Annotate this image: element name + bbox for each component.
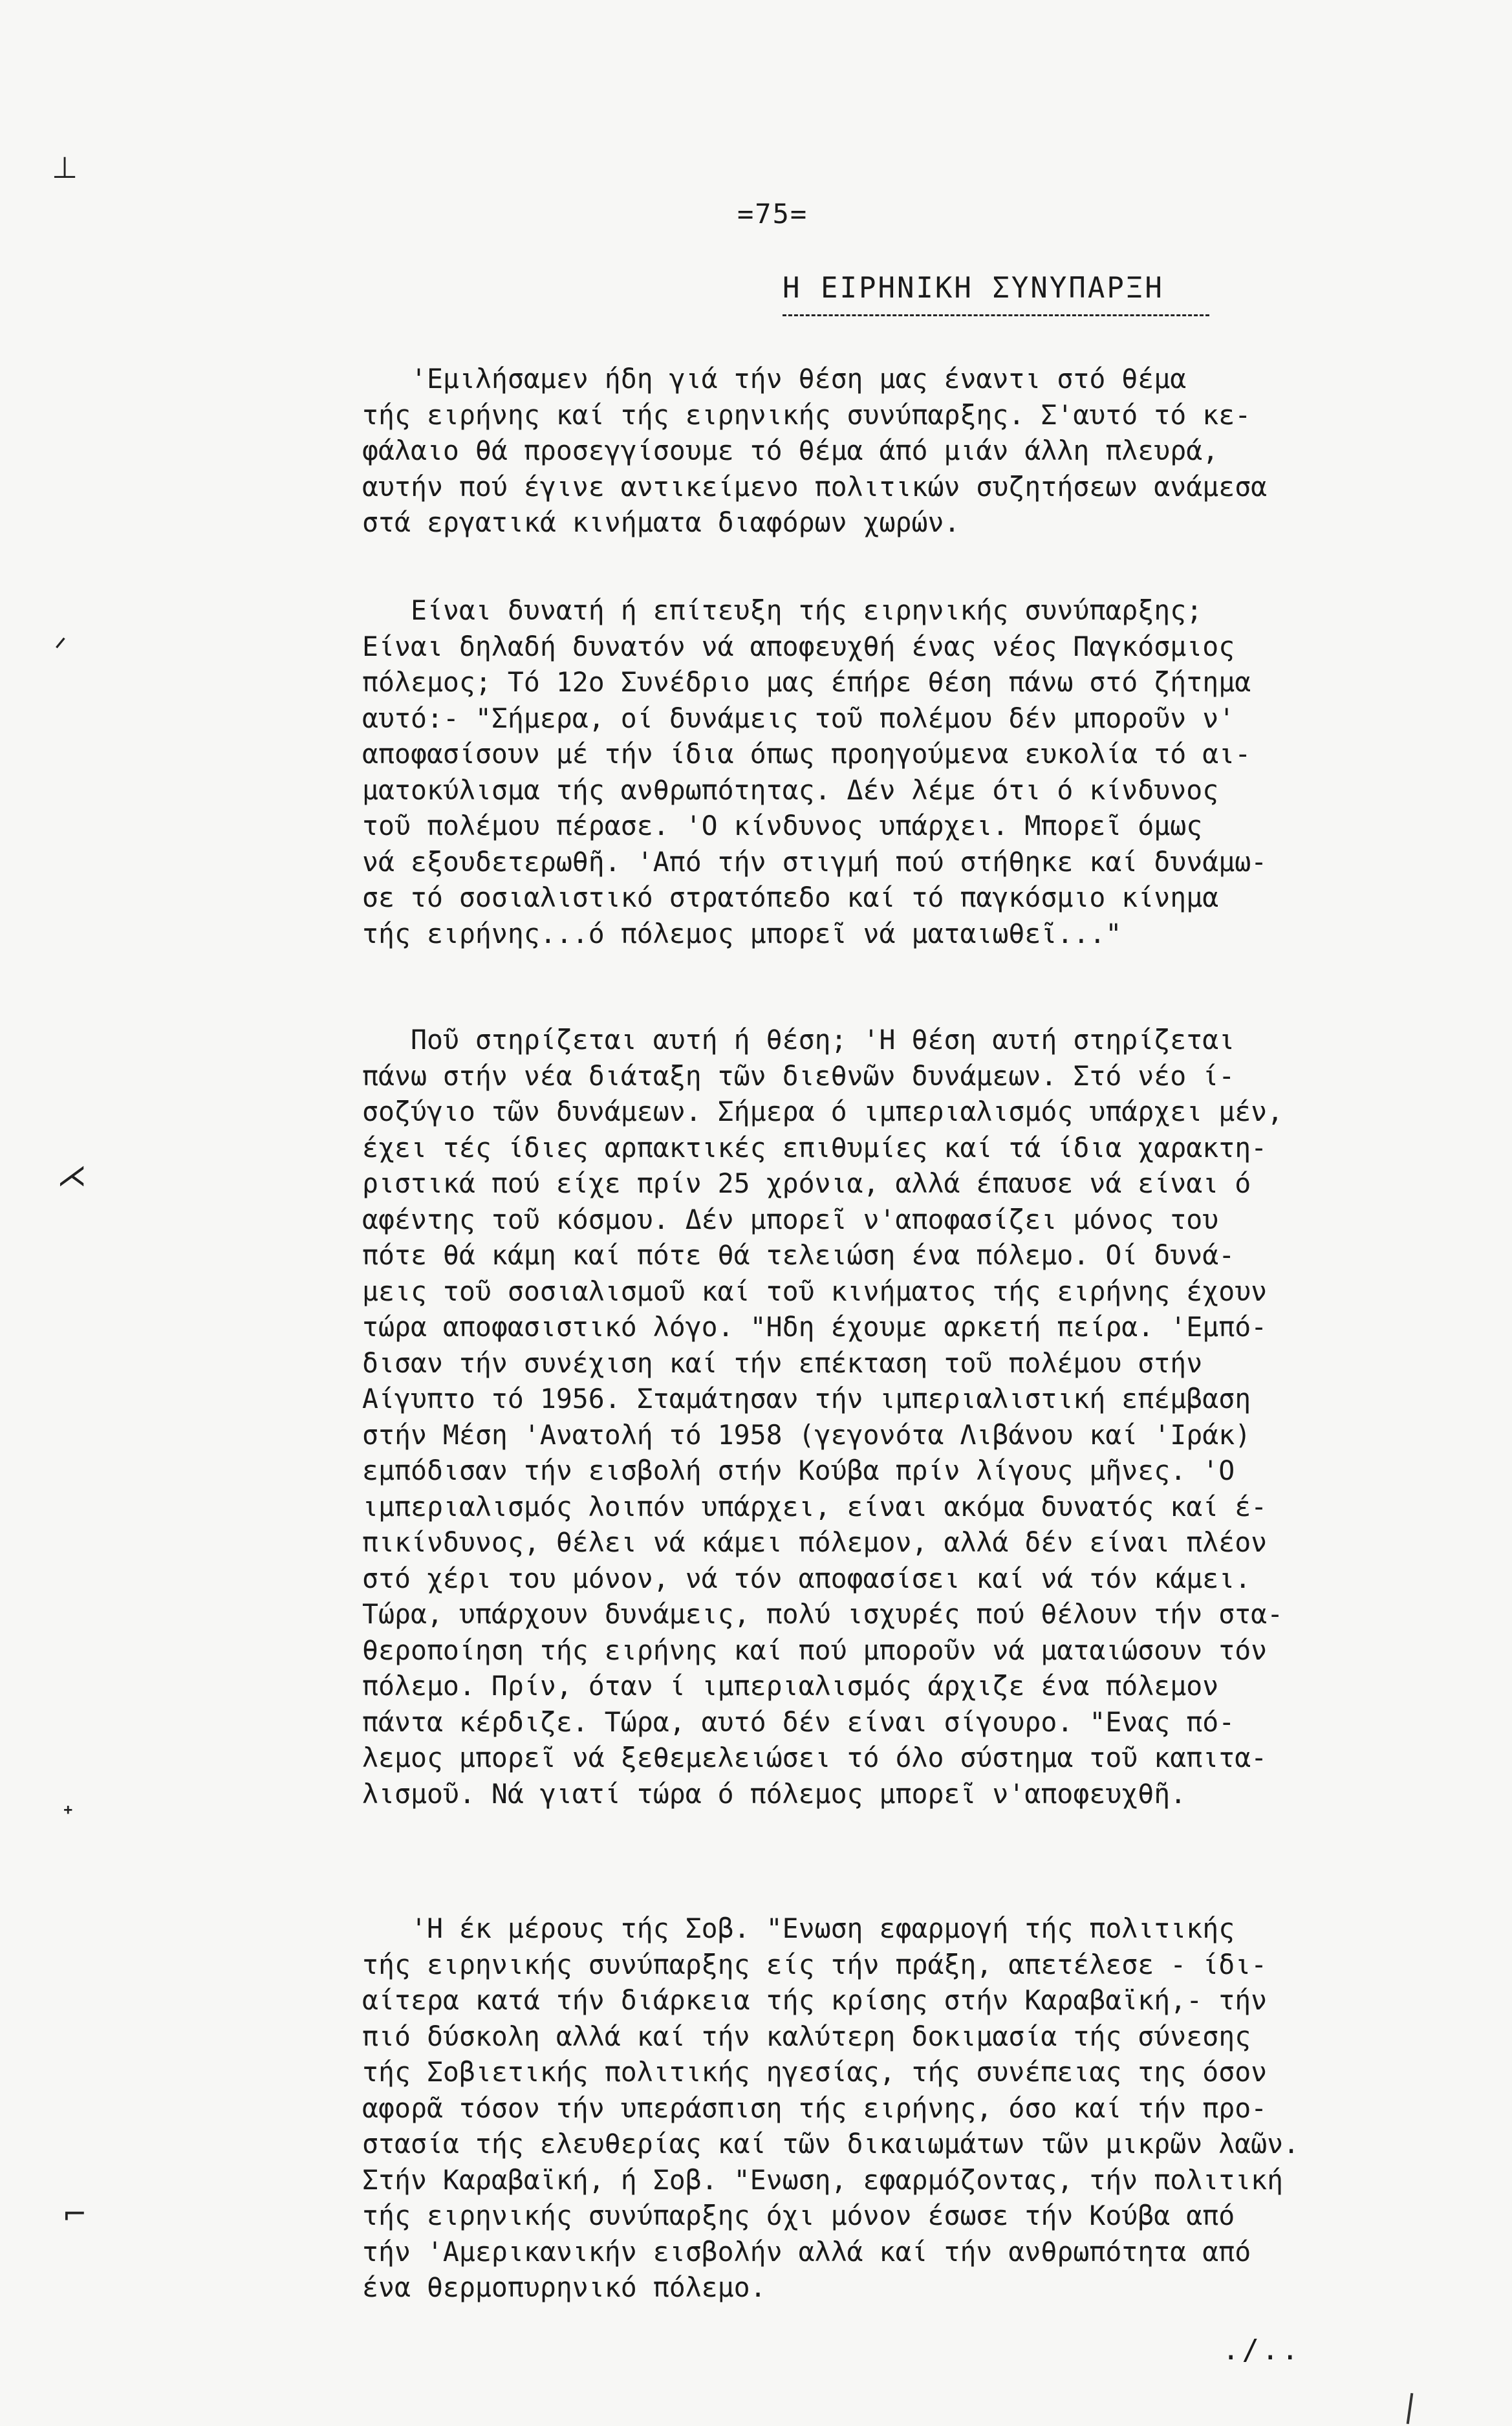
text-line: ματοκύλισμα τής ανθρωπότητας. Δέν λέμε ότι ό κίνδυνος [362, 774, 1219, 806]
text-line: Είναι δυνατή ή επίτευξη τής ειρηνικής συνύπαρξης; [362, 594, 1203, 626]
text-line: λεμος μπορεῖ νά ξεθεμελειώσει τό όλο σύστημα τοῦ καπιτα- [362, 1742, 1268, 1773]
text-line: αίτερα κατά τήν διάρκεια τής κρίσης στήν Καραβαϊκή,- τήν [362, 1984, 1268, 2016]
text-line: τής ειρήνης καί τής ειρηνικής συνύπαρξης. Σ'αυτό τό κε- [362, 398, 1251, 431]
text-line: πάντα κέρδιζε. Τώρα, αυτό δέν είναι σίγουρο. "Ενας πό- [362, 1706, 1235, 1738]
text-line: τής ειρήνης...ό πόλεμος μπορεῖ νά ματαιωθεῖ..." [362, 917, 1122, 949]
margin-mark: ⋌ [57, 1158, 87, 1193]
text-line: θεροποίηση τής ειρήνης καί πού μποροῦν νά ματαιώσουν τόν [362, 1634, 1268, 1666]
text-line: αυτήν πού έγινε αντικείμενο πολιτικών συζητήσεων ανάμεσα [362, 470, 1268, 503]
text-line: πάνω στήν νέα διάταξη τῶν διεθνῶν δυνάμεων. Στό νέο ί- [362, 1059, 1235, 1092]
text-line: ριστικά πού είχε πρίν 25 χρόνια, αλλά έπαυσε νά είναι ό [362, 1167, 1251, 1199]
text-line: τής ειρηνικής συνύπαρξης όχι μόνον έσωσε τήν Κούβα από [362, 2200, 1235, 2231]
text-line: αυτό:- "Σήμερα, οί δυνάμεις τοῦ πολέμου δέν μποροῦν ν' [362, 702, 1235, 734]
text-line: στά εργατικά κινήματα διαφόρων χωρών. [362, 506, 960, 538]
text-line: λισμοῦ. Νά γιατί τώρα ό πόλεμος μπορεῖ ν'αποφευχθῆ. [362, 1777, 1187, 1810]
text-line: πιό δύσκολη αλλά καί τήν καλύτερη δοκιμασία τής σύνεσης [362, 2020, 1251, 2052]
text-line: Στήν Καραβαϊκή, ή Σοβ. "Ενωση, εφαρμόζοντας, τήν πολιτική [362, 2163, 1284, 2196]
text-line: έχει τές ίδιες αρπακτικές επιθυμίες καί τά ίδια χαρακτη- [362, 1131, 1268, 1164]
text-line: σοζύγιο τῶν δυνάμεων. Σήμερα ό ιμπεριαλισμός υπάρχει μέν, [362, 1096, 1284, 1127]
paragraph [362, 1911, 1462, 2306]
continuation-mark: ./.. [1222, 2334, 1301, 2366]
text-line: στό χέρι του μόνον, νά τόν αποφασίσει καί νά τόν κάμει. [362, 1562, 1251, 1594]
text-line: μεις τοῦ σοσιαλισμοῦ καί τοῦ κινήματος τής ειρήνης έχουν [362, 1275, 1268, 1307]
title-underline [783, 314, 1209, 316]
text-line: φάλαιο θά προσεγγίσουμε τό θέμα άπό μιάν άλλη πλευρά, [362, 435, 1219, 466]
text-line: 'Η έκ μέρους τής Σοβ. "Ενωση εφαρμογή τής πολιτικής [362, 1912, 1235, 1944]
text-line: Είναι δηλαδή δυνατόν νά αποφευχθή ένας νέος Παγκόσμιος [362, 630, 1235, 662]
text-line: τής ειρηνικής συνύπαρξης είς τήν πράξη, απετέλεσε - ίδι- [362, 1948, 1268, 1980]
text-line: αφέντης τοῦ κόσμου. Δέν μπορεῖ ν'αποφασίζει μόνος του [362, 1203, 1219, 1235]
paragraph [362, 1022, 1462, 1812]
text-line: τώρα αποφασιστικό λόγο. "Ηδη έχουμε αρκετή πείρα. 'Εμπό- [362, 1311, 1268, 1343]
text-line: πόλεμος; Τό 12ο Συνέδριο μας έπήρε θέση πάνω στό ζήτημα [362, 666, 1251, 698]
text-line: πότε θά κάμη καί πότε θά τελειώση ένα πόλεμο. Οί δυνά- [362, 1239, 1235, 1271]
text-line: αφορᾶ τόσον τήν υπεράσπιση τής ειρήνης, όσο καί τήν προ- [362, 2092, 1268, 2124]
text-line: πικίνδυνος, θέλει νά κάμει πόλεμον, αλλά δέν είναι πλέον [362, 1526, 1268, 1558]
text-line: δισαν τήν συνέχιση καί τήν επέκταση τοῦ πολέμου στήν [362, 1347, 1203, 1379]
text-line: νά εξουδετερωθῆ. 'Από τήν στιγμή πού στήθηκε καί δυνάμω- [362, 845, 1268, 878]
text-line: τής Σοβιετικής πολιτικής ηγεσίας, τής συνέπειας της όσον [362, 2056, 1268, 2088]
text-line: πόλεμο. Πρίν, όταν ί ιμπεριαλισμός άρχιζε ένα πόλεμον [362, 1670, 1219, 1702]
text-line: Αίγυπτο τό 1956. Σταμάτησαν τήν ιμπεριαλιστική επέμβαση [362, 1383, 1251, 1414]
text-line: τοῦ πολέμου πέρασε. 'Ο κίνδυνος υπάρχει. Μπορεῖ όμως [362, 810, 1203, 841]
text-line: 'Εμιλήσαμεν ήδη γιά τήν θέση μας έναντι στό θέμα [362, 363, 1187, 395]
paragraph [362, 361, 1462, 541]
margin-mark: ⌐ [62, 2196, 87, 2231]
document-title: Η ΕΙΡΗΝΙΚΗ ΣΥΝΥΠΑΡΞΗ [783, 272, 1164, 305]
paragraph [362, 592, 1462, 951]
text-line: ένα θερμοπυρηνικό πόλεμο. [362, 2271, 766, 2303]
margin-mark: ᐩ [62, 1798, 74, 1833]
text-line: σε τό σοσιαλιστικό στρατόπεδο καί τό παγκόσμιο κίνημα [362, 882, 1219, 913]
text-line: Ποῦ στηρίζεται αυτή ή θέση; 'Η θέση αυτή στηρίζεται [362, 1024, 1235, 1056]
text-line: αποφασίσουν μέ τήν ίδια όπως προηγούμενα ευκολία τό αι- [362, 738, 1251, 770]
text-line: Τώρα, υπάρχουν δυνάμεις, πολύ ισχυρές πού θέλουν τήν στα- [362, 1598, 1284, 1630]
text-line: ιμπεριαλισμός λοιπόν υπάρχει, είναι ακόμα δυνατός καί έ- [362, 1490, 1268, 1522]
edge-mark [1407, 2393, 1414, 2424]
page-number: =75= [737, 198, 808, 230]
text-line: στήν Μέση 'Ανατολή τό 1958 (γεγονότα Λιβάνου καί 'Ιράκ) [362, 1418, 1251, 1451]
text-line: εμπόδισαν τήν εισβολή στήν Κούβα πρίν λίγους μῆνες. 'Ο [362, 1455, 1235, 1486]
margin-mark: ⊥ [52, 150, 78, 185]
margin-mark: ᐟ [54, 631, 67, 666]
text-line: στασία τής ελευθερίας καί τῶν δικαιωμάτων τῶν μικρῶν λαῶν. [362, 2128, 1300, 2160]
text-line: τήν 'Αμερικανικήν εισβολήν αλλά καί τήν ανθρωπότητα από [362, 2235, 1251, 2268]
